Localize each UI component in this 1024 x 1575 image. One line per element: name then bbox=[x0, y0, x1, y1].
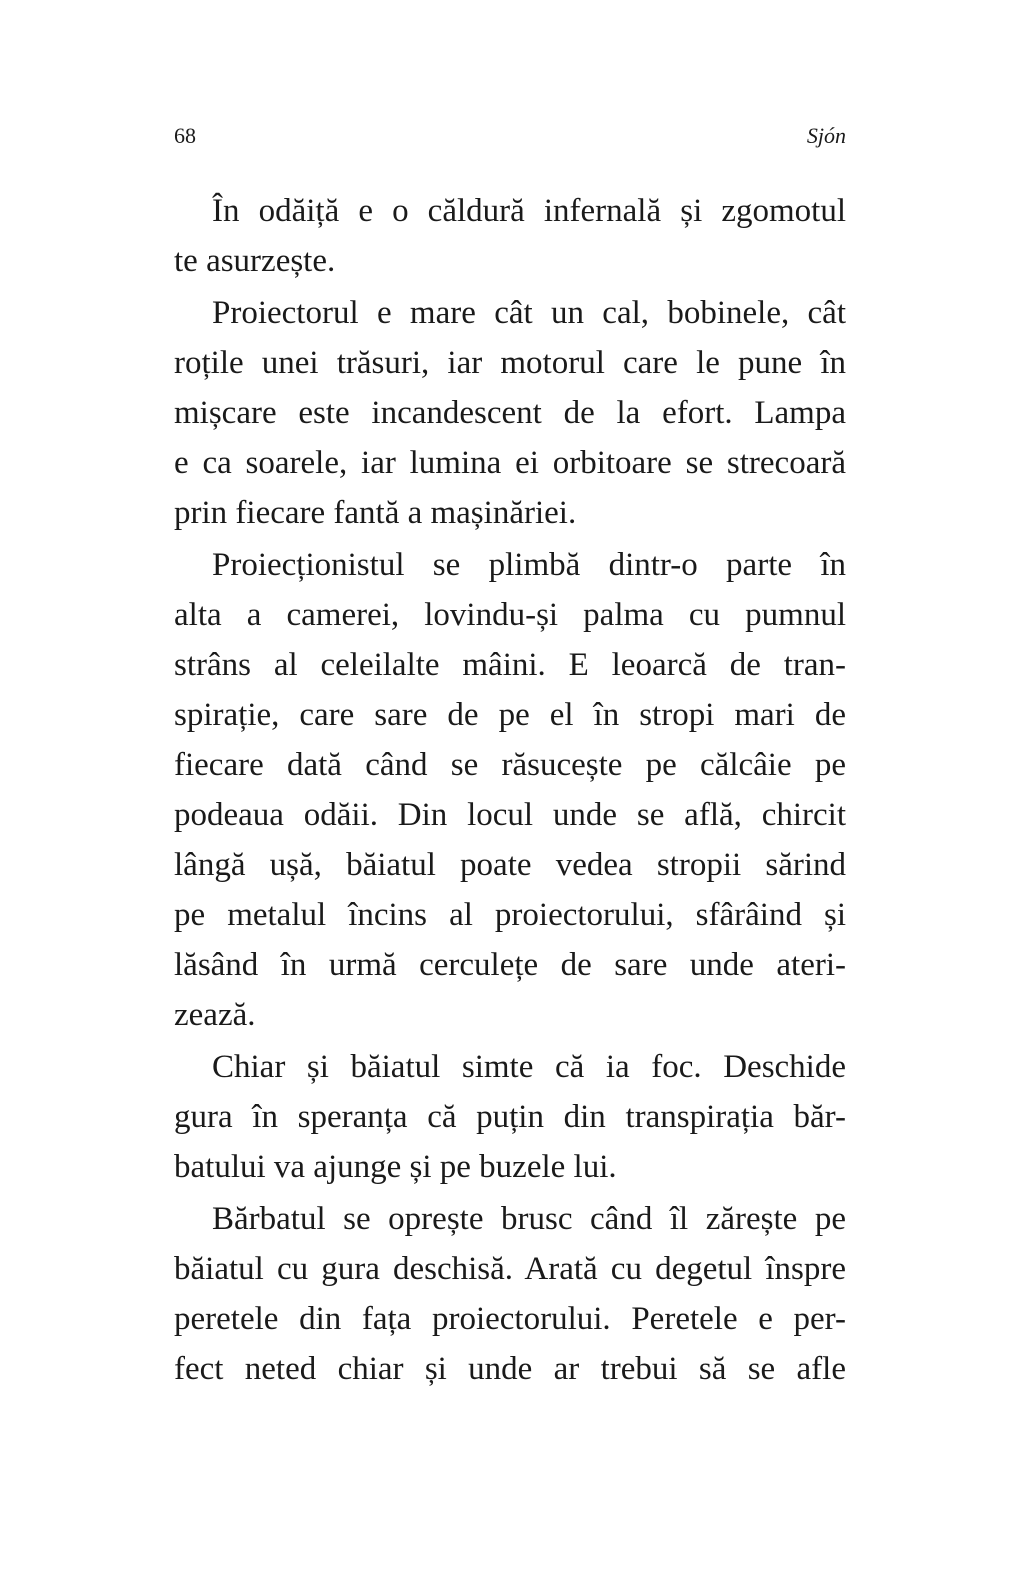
paragraph-1 bbox=[174, 186, 846, 286]
text-line: fiecare dată când se răsucește pe călcâie pe bbox=[174, 747, 846, 783]
text-line: mișcare este incandescent de la efort. Lampa bbox=[174, 395, 846, 431]
text-line: strâns al celeilalte mâini. E leoarcă de tran- bbox=[174, 647, 846, 683]
text-line: fect neted chiar și unde ar trebui să se afle bbox=[174, 1351, 846, 1387]
text-line: Proiectorul e mare cât un cal, bobinele, cât bbox=[212, 295, 846, 331]
text-line: Chiar și băiatul simte că ia foc. Deschide bbox=[212, 1049, 846, 1085]
text-line: e ca soarele, iar lumina ei orbitoare se strecoară bbox=[174, 445, 846, 481]
text-line: te asurzește. bbox=[174, 243, 336, 279]
running-head bbox=[174, 118, 846, 154]
text-line: lăsând în urmă cerculețe de sare unde ateri- bbox=[174, 947, 846, 983]
text-line: Proiecționistul se plimbă dintr-o parte în bbox=[212, 547, 846, 583]
text-line: roțile unei trăsuri, iar motorul care le pune în bbox=[174, 345, 846, 381]
paragraph-3 bbox=[174, 540, 846, 1040]
text-line: podeaua odăii. Din locul unde se află, chircit bbox=[174, 797, 846, 833]
paragraph-2 bbox=[174, 288, 846, 538]
body-text bbox=[174, 186, 846, 1396]
text-line: peretele din fața proiectorului. Peretele e per- bbox=[174, 1301, 846, 1337]
text-line: Bărbatul se oprește brusc când îl zărește pe bbox=[212, 1201, 846, 1237]
page-number: 68 bbox=[174, 123, 196, 148]
text-line: spirație, care sare de pe el în stropi mari de bbox=[174, 697, 846, 733]
text-line: zează. bbox=[174, 997, 256, 1033]
text-line: În odăiță e o căldură infernală și zgomotul bbox=[212, 193, 846, 229]
text-line: pe metalul încins al proiectorului, sfârâind și bbox=[174, 897, 846, 933]
text-line: lângă ușă, băiatul poate vedea stropii sărind bbox=[174, 847, 846, 883]
text-line: gura în speranța că puțin din transpirația băr- bbox=[174, 1099, 846, 1135]
paragraph-4 bbox=[174, 1042, 846, 1192]
text-line: batului va ajunge și pe buzele lui. bbox=[174, 1149, 617, 1185]
running-title: Sjón bbox=[806, 123, 846, 148]
text-line: prin fiecare fantă a mașinăriei. bbox=[174, 495, 577, 531]
text-line: băiatul cu gura deschisă. Arată cu degetul înspre bbox=[174, 1251, 846, 1287]
text-line: alta a camerei, lovindu-și palma cu pumnul bbox=[174, 597, 846, 633]
paragraph-5 bbox=[174, 1194, 846, 1394]
